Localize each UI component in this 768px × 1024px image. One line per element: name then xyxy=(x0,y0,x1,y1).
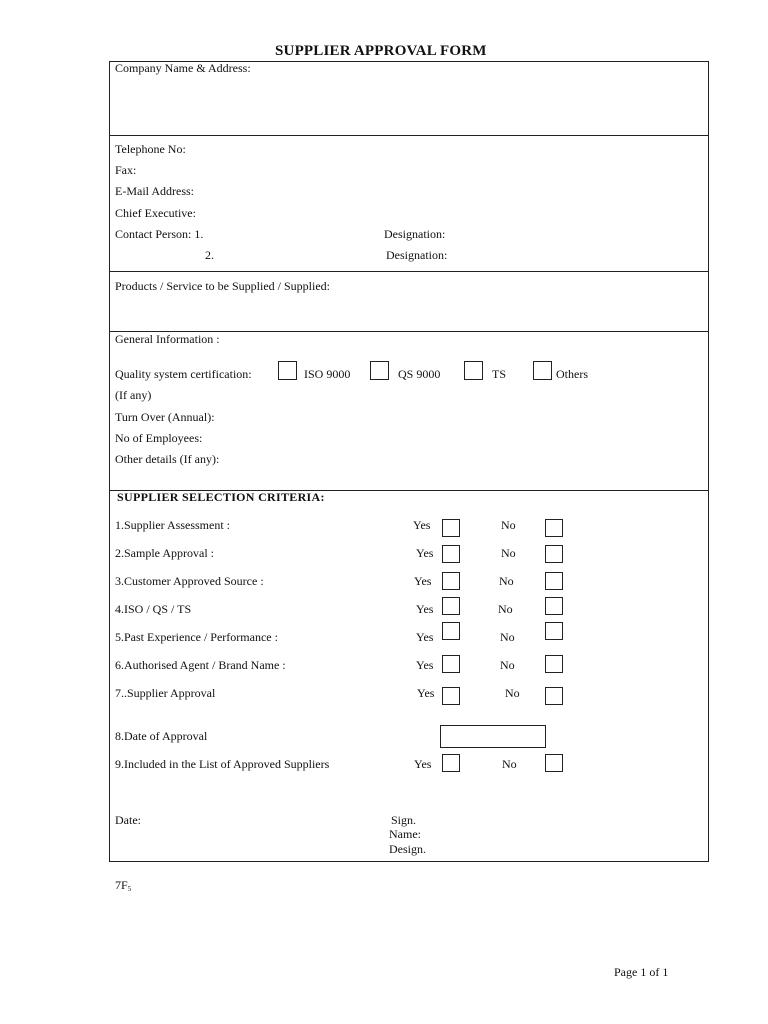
criteria-3-yes-label: Yes xyxy=(414,574,432,588)
other-details-label: Other details (If any): xyxy=(115,452,220,466)
ts-checkbox[interactable] xyxy=(464,361,483,380)
criteria-9-label: 9.Included in the List of Approved Suppliers xyxy=(115,757,330,771)
criteria-5-no-label: No xyxy=(500,630,515,644)
contact-person-2-label: 2. xyxy=(205,248,214,262)
designation-2-label: Designation: xyxy=(386,248,448,262)
criteria-5-no-checkbox[interactable] xyxy=(545,622,563,640)
if-any-label: (If any) xyxy=(115,388,152,402)
criteria-4-label: 4.ISO / QS / TS xyxy=(115,602,192,616)
divider-company xyxy=(109,135,709,136)
criteria-7-yes-label: Yes xyxy=(417,686,435,700)
criteria-2-yes-label: Yes xyxy=(416,546,434,560)
criteria-5-yes-checkbox[interactable] xyxy=(442,622,460,640)
iso9000-option-label: ISO 9000 xyxy=(304,367,351,381)
criteria-7-label: 7..Supplier Approval xyxy=(115,686,216,700)
criteria-2-yes-checkbox[interactable] xyxy=(442,545,460,563)
criteria-2-no-label: No xyxy=(501,546,516,560)
page-title: SUPPLIER APPROVAL FORM xyxy=(275,43,487,59)
criteria-1-no-checkbox[interactable] xyxy=(545,519,563,537)
iso9000-checkbox[interactable] xyxy=(278,361,297,380)
criteria-heading: SUPPLIER SELECTION CRITERIA: xyxy=(117,490,325,504)
criteria-6-no-label: No xyxy=(500,658,515,672)
others-checkbox[interactable] xyxy=(533,361,552,380)
criteria-1-no-label: No xyxy=(501,518,516,532)
contact-person-label: Contact Person: 1. xyxy=(115,227,204,241)
company-name-address-label: Company Name & Address: xyxy=(115,61,251,75)
qs9000-option-label: QS 9000 xyxy=(398,367,441,381)
form-code-subscript: 5 xyxy=(127,885,132,893)
criteria-4-yes-label: Yes xyxy=(416,602,434,616)
sign-label: Sign. xyxy=(391,813,417,827)
turnover-label: Turn Over (Annual): xyxy=(115,410,215,424)
general-information-label: General Information : xyxy=(115,332,220,346)
criteria-4-no-label: No xyxy=(498,602,513,616)
fax-label: Fax: xyxy=(115,163,137,177)
criteria-6-yes-checkbox[interactable] xyxy=(442,655,460,673)
criteria-3-no-checkbox[interactable] xyxy=(545,572,563,590)
others-option-label: Others xyxy=(556,367,588,381)
quality-certification-label: Quality system certification: xyxy=(115,367,252,381)
date-label: Date: xyxy=(115,813,141,827)
criteria-3-yes-checkbox[interactable] xyxy=(442,572,460,590)
criteria-4-no-checkbox[interactable] xyxy=(545,597,563,615)
criteria-9-yes-checkbox[interactable] xyxy=(442,754,460,772)
criteria-5-label: 5.Past Experience / Performance : xyxy=(115,630,278,644)
criteria-3-no-label: No xyxy=(499,574,514,588)
form-code-main: 7F xyxy=(115,878,128,892)
criteria-6-yes-label: Yes xyxy=(416,658,434,672)
criteria-4-yes-checkbox[interactable] xyxy=(442,597,460,615)
designation-1-label: Designation: xyxy=(384,227,446,241)
design-label: Design. xyxy=(389,842,426,856)
criteria-3-label: 3.Customer Approved Source : xyxy=(115,574,264,588)
criteria-7-no-label: No xyxy=(505,686,520,700)
page-number: Page 1 of 1 xyxy=(614,965,669,979)
criteria-9-no-checkbox[interactable] xyxy=(545,754,563,772)
criteria-8-label: 8.Date of Approval xyxy=(115,729,208,743)
email-label: E-Mail Address: xyxy=(115,184,194,198)
criteria-6-label: 6.Authorised Agent / Brand Name : xyxy=(115,658,286,672)
criteria-7-yes-checkbox[interactable] xyxy=(442,687,460,705)
form-code xyxy=(115,878,131,893)
ts-option-label: TS xyxy=(492,367,507,381)
criteria-2-label: 2.Sample Approval : xyxy=(115,546,214,560)
criteria-1-yes-label: Yes xyxy=(413,518,431,532)
date-of-approval-field[interactable] xyxy=(440,725,546,748)
criteria-9-yes-label: Yes xyxy=(414,757,432,771)
qs9000-checkbox[interactable] xyxy=(370,361,389,380)
criteria-9-no-label: No xyxy=(502,757,517,771)
criteria-5-yes-label: Yes xyxy=(416,630,434,644)
criteria-1-label: 1.Supplier Assessment : xyxy=(115,518,231,532)
telephone-label: Telephone No: xyxy=(115,142,186,156)
employees-label: No of Employees: xyxy=(115,431,203,445)
divider-contact xyxy=(109,271,709,272)
chief-executive-label: Chief Executive: xyxy=(115,206,196,220)
criteria-7-no-checkbox[interactable] xyxy=(545,687,563,705)
products-label: Products / Service to be Supplied / Supplied: xyxy=(115,279,330,293)
criteria-1-yes-checkbox[interactable] xyxy=(442,519,460,537)
name-label: Name: xyxy=(389,827,421,841)
criteria-6-no-checkbox[interactable] xyxy=(545,655,563,673)
criteria-2-no-checkbox[interactable] xyxy=(545,545,563,563)
